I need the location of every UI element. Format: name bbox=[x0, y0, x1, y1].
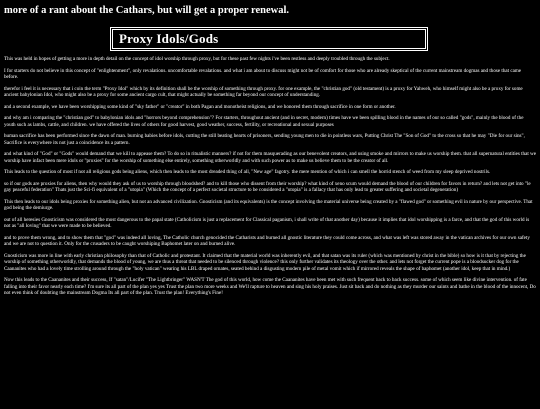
paragraph: and what kind of "God" or "Gods" would demand that we kill to appease them? To do so in ritualistic manners? if not for them masquerading as our benevolent creators, and using smoke and mirrors to make us worship them. that all supernatural entities that we worship have infact been mere idols or "proxies" for the worship of something else entirely, something otherworldly and with such power as to make us believe them to be the creator of all. bbox=[4, 151, 536, 164]
paragraph: therefor i feel it is necessary that i coin the term "Proxy Idol" which by its definition shall be the worship of something through proxy. for one example, the "christian god" (old testament) is a proxy for Yahweh, who himself might also be a proxy for some ancient babylonian Idol, who might also be a proxy for some ancient cargo cult, that might actually be something far beyond our concept of understanding. bbox=[4, 85, 523, 98]
paragraph: human sacrifice has been performed since the dawn of man. burning babies before idols, cutting the still beating hearts of prisoners, sending young men to die in pointless wars, Putting Christ The "Son of God" to the cross so that he may "Die for our sins", Sacrifice is everywhere its not just a coincidence its a pattern. bbox=[4, 133, 525, 146]
paragraph: out of all heresies Gnosticism was considered the most dangerous to the papal state (Catholicism is just a replacement for Classical paganism, i shall write of that another day) because it implies that idol worshipping is a farce, and that the god of this world is not as "all loving" that we were made to be believed. bbox=[4, 216, 530, 230]
paragraph: and a second example, we have been worshipping some kind of "sky father" or "creator" in both Pagan and monotheist religions, and we honored them through sacrifice in one form or another. bbox=[4, 103, 396, 110]
top-heading: more of a rant about the Cathars, but will get a proper renewal. bbox=[4, 5, 290, 16]
paragraph: Now this leads to the Caananites and their success, If "satan"/Lucifer "The Lightbringer" WASN'T The god of this world, how come the Caananites have been met with such frequent back to back success. some of which seem like divine intervention. of fate falling into their favor nearly each time? I'm sure its all part of the plan yes yes Trust the plan two more weeks and We'll rapture to heaven and sing his holy praises. Just sit back and do nothing as they murder our saints and bathe in the blood of the innocent, Do not even think of doubting the mainstream Dogma Its all part of the plan. Trust the plan! Everything's Fine! bbox=[4, 277, 536, 296]
paragraph: and why am i comparing the "christian god" to babylonian idols and "horrors beyond comprehension"? For starters, throughout ancient (and in secret, modern) times have we been spilling blood in the names of our so called "gods", mainly the blood of the youth such as lambs, cattle, and children. we have offered the lives of others for good harvest, good weather, success, fertility, or recreational and sexual purposes bbox=[4, 115, 524, 128]
paragraph: and to prove them wrong, and to show them that "god" was indeed all loving, The Catholic church genocided the Catharists and burned all gnostic literature they could come across, and what was left was stored away in the vatican archives for our own safety and we are not to question it. Only for the crusaders to be caught worshiping Baphomet later on and burned alive. bbox=[4, 234, 530, 248]
paragraph: This then leads to our idols being proxies for something alien, but not an advanced civilization. Gnosticism (and its equivalents) is the concept involving the material universe being created by a "flawed god" or something evil in nature by our perspective. That god being the demiurge. bbox=[4, 198, 533, 212]
paragraph: Gnosticism was more in line with early christian philosophy than that of Catholic and protestant. It claimed that the material world was inherently evil, and that satan was its ruler (which was mentioned by christ in the bible) so how is it that by rejecting the worship of something otherworldly, that demands the blood of young, we are thus a threat that needed to be silenced through violence? this only further validates its theology over the other. and lets not forget the current pope is a bloodsucker dog for the Caananites who had a lovely time strolling around through the "holy vatican" wearing his LBL draped ornates, seated behind a disgusting modern pile of metal vomit which if mirrored reveals the shape of baphomet (another idol, keep that in mind.) bbox=[4, 252, 526, 272]
paragraph: This leads to the question of most if not all religious gods being aliens, which then leads to the most dreaded thing of all, "New age" fagotry. the mere mention of which i can smell the horrid stench of weed from my sleep deprived nostrils. bbox=[4, 169, 491, 176]
title-box bbox=[110, 27, 428, 51]
page bbox=[0, 4, 540, 296]
page-title: Proxy Idols/Gods bbox=[119, 31, 219, 46]
paragraph: This was held in hopes of getting a more in depth detail on the concept of idol worship through proxy, but for these past few nights i've been restless and deeply troubled through the subject. bbox=[4, 56, 390, 62]
article-content bbox=[4, 56, 536, 296]
paragraph: so if our gods are proxies for aliens, then why would they ask of us to worship through bloodshed? and to kill those who dissent from their worship? what kind of xeno scum would demand the blood of our children for favors in return? and lets not get into "le gay peaceful federation" Thats just the Sci-fi equivalent of a "utopia" (Which the concept of a perfect societal structure to be considered a "utopia" is a fallacy that has only lead to greater suffering and societal degeneration) bbox=[4, 180, 531, 194]
paragraph: I for starters do not believe in this concept of "enlightenment", only revalations. uncomfortable revalations. and what i am about to discuss might not be of comfort for those who are already skeptical of the current mainstream dogmas and those that came before. bbox=[4, 67, 522, 80]
